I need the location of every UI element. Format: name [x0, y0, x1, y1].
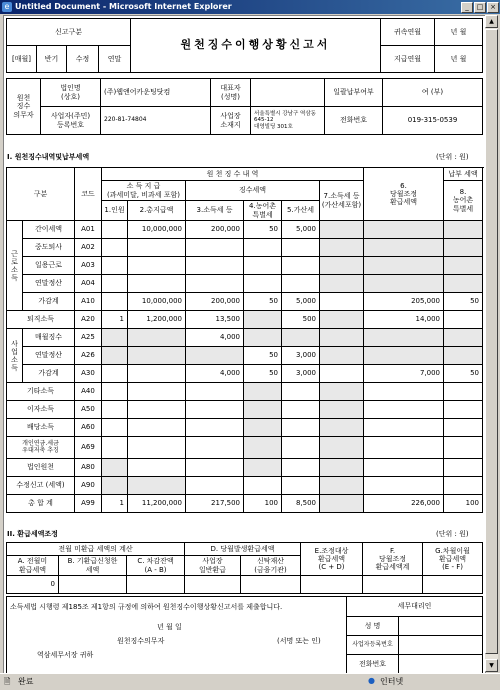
cell-add	[282, 257, 320, 275]
cell-pay-rural: 100	[444, 495, 483, 513]
statement-cell	[7, 597, 347, 674]
cell-rural: 50	[244, 293, 282, 311]
g-header: G.차월이월 환급세액 (E - F)	[423, 543, 483, 576]
group-business-label: 사업소득	[7, 329, 23, 383]
cell-count	[102, 419, 128, 437]
cell-tax: 4,000	[186, 329, 244, 347]
to-label: 역삼세무서장 귀하	[37, 651, 94, 659]
cell-pay-tax: 226,000	[364, 495, 444, 513]
row-name: 가감계	[23, 365, 75, 383]
cell-count	[102, 275, 128, 293]
cell-refund	[320, 311, 364, 329]
row-code: A10	[75, 293, 102, 311]
cell-pay-rural	[444, 459, 483, 477]
window-titlebar	[0, 0, 500, 14]
cell-rural	[244, 437, 282, 459]
cell-pay-rural	[444, 419, 483, 437]
cell-rural: 100	[244, 495, 282, 513]
cell-total: 10,000,000	[128, 293, 186, 311]
f-value	[363, 576, 423, 594]
cell-total	[128, 365, 186, 383]
cell-pay-tax	[364, 221, 444, 239]
address-value: 서울특별시 강남구 역삼동645-12 대영빌딩 301호	[251, 107, 325, 135]
phone-label: 전화번호	[325, 107, 383, 135]
cell-pay-rural	[444, 275, 483, 293]
table-row	[7, 383, 483, 401]
phone-value: 019-315-0539	[383, 107, 483, 135]
cell-rural	[244, 329, 282, 347]
cell-refund	[320, 401, 364, 419]
cell-refund	[320, 275, 364, 293]
cell-tax: 200,000	[186, 221, 244, 239]
col-income-tax-header: 3.소득세 등	[186, 201, 244, 221]
page-icon: 🗎	[4, 677, 11, 686]
row-name: 가감계	[23, 293, 75, 311]
cell-rural: 50	[244, 221, 282, 239]
cell-pay-rural	[444, 329, 483, 347]
cell-add	[282, 383, 320, 401]
col-code-header: 코드	[75, 168, 102, 221]
cell-pay-tax	[364, 383, 444, 401]
cell-pay-tax	[364, 419, 444, 437]
scroll-up-icon[interactable]: ▲	[485, 15, 498, 28]
d1-value	[185, 576, 241, 594]
cell-pay-rural	[444, 239, 483, 257]
row-code: A69	[75, 437, 102, 459]
cell-rural	[244, 477, 282, 495]
cell-count	[102, 221, 128, 239]
col-count-header: 1.인원	[102, 201, 128, 221]
cell-pay-rural	[444, 437, 483, 459]
cell-rural: 50	[244, 347, 282, 365]
close-button[interactable]: ×	[487, 2, 499, 13]
withholding-table	[6, 167, 483, 513]
minimize-button[interactable]: _	[461, 2, 473, 13]
maximize-button[interactable]: □	[474, 2, 486, 13]
agent-sign-label: 원천징수의무자	[117, 637, 165, 645]
scroll-down-icon[interactable]: ▼	[485, 659, 498, 672]
section2-title: II. 환급세액조정	[7, 530, 58, 538]
type-monthly[interactable]: [매월]	[7, 46, 37, 73]
cell-tax	[186, 459, 244, 477]
b-value	[59, 576, 127, 594]
cell-total	[128, 401, 186, 419]
cell-pay-tax	[364, 239, 444, 257]
cell-count	[102, 459, 128, 477]
cell-refund	[320, 459, 364, 477]
cell-refund	[320, 383, 364, 401]
cell-pay-tax	[364, 275, 444, 293]
attrib-year-label: 귀속연월	[381, 19, 435, 46]
cell-add: 8,500	[282, 495, 320, 513]
pay-year-value: 년 월	[435, 46, 483, 73]
row-code: A30	[75, 365, 102, 383]
cell-tax: 13,500	[186, 311, 244, 329]
reg-value[interactable]	[399, 636, 483, 655]
cell-pay-rural: 50	[444, 365, 483, 383]
cell-pay-tax	[364, 329, 444, 347]
col-class-header: 구분	[7, 168, 75, 221]
cell-add	[282, 459, 320, 477]
type-yearend[interactable]: 연말	[99, 46, 131, 73]
cell-count	[102, 329, 128, 347]
table-row	[7, 459, 483, 477]
row-name: 총 합 계	[7, 495, 75, 513]
row-name: 연말정산	[23, 347, 75, 365]
table-row	[7, 437, 483, 459]
row-code: A60	[75, 419, 102, 437]
cell-tax	[186, 401, 244, 419]
table-row	[7, 293, 483, 311]
cell-pay-tax	[364, 401, 444, 419]
table-row	[7, 239, 483, 257]
cell-add	[282, 401, 320, 419]
cell-pay-tax	[364, 257, 444, 275]
cell-count	[102, 293, 128, 311]
cell-pay-rural: 50	[444, 293, 483, 311]
table-row	[7, 401, 483, 419]
row-code: A02	[75, 239, 102, 257]
cell-pay-rural	[444, 347, 483, 365]
table-row	[7, 257, 483, 275]
row-code: A50	[75, 401, 102, 419]
row-name: 기타소득	[7, 383, 75, 401]
agent-info-table	[6, 78, 483, 135]
cell-total	[128, 419, 186, 437]
cell-add: 500	[282, 311, 320, 329]
f-header: F. 당월조정 환급세액계	[363, 543, 423, 576]
ie-logo-icon: e	[2, 2, 12, 12]
cell-refund	[320, 477, 364, 495]
cell-count	[102, 257, 128, 275]
d2-header: 신탁재산 (금융기관)	[241, 556, 301, 576]
cell-tax	[186, 239, 244, 257]
row-code: A26	[75, 347, 102, 365]
name-label: 성 명	[347, 617, 399, 636]
cell-refund	[320, 329, 364, 347]
type-half[interactable]: 반기	[37, 46, 67, 73]
cell-total	[128, 477, 186, 495]
cell-count	[102, 383, 128, 401]
cell-add	[282, 419, 320, 437]
statement-date: 년 월 일	[157, 623, 182, 631]
cell-total: 11,200,000	[128, 495, 186, 513]
cell-pay-tax	[364, 477, 444, 495]
e-header: E.조정대상 환급세액 (C + D)	[301, 543, 363, 576]
table-row	[7, 477, 483, 495]
col-rural-tax-header: 4.농어촌 특별세	[244, 201, 282, 221]
a-header: A. 전월미 환급세액	[7, 556, 59, 576]
cell-total	[128, 275, 186, 293]
cell-pay-rural	[444, 383, 483, 401]
biz-no-label: 사업자(주민) 등록번호	[41, 107, 101, 135]
cell-pay-rural	[444, 401, 483, 419]
cell-count	[102, 365, 128, 383]
attrib-year-value: 년 월	[435, 19, 483, 46]
cell-tax	[186, 347, 244, 365]
cell-tax: 217,500	[186, 495, 244, 513]
cell-total	[128, 329, 186, 347]
col-total-pay-header: 2.총지급액	[128, 201, 186, 221]
rep-value	[251, 79, 325, 107]
cell-refund	[320, 437, 364, 459]
row-name: 법인원천	[7, 459, 75, 477]
window-title: Untitled Document - Microsoft Internet Explorer	[15, 2, 232, 11]
a-value: 0	[7, 576, 59, 594]
address-label: 사업장 소재지	[211, 107, 251, 135]
cell-pay-tax	[364, 437, 444, 459]
cell-refund	[320, 239, 364, 257]
cell-total	[128, 239, 186, 257]
col-add-tax-header: 5.가산세	[282, 201, 320, 221]
vertical-scrollbar[interactable]	[485, 15, 498, 672]
row-name: 매월징수	[23, 329, 75, 347]
refund-table	[6, 542, 483, 594]
cell-pay-rural	[444, 257, 483, 275]
cell-total	[128, 437, 186, 459]
footer-table	[6, 596, 483, 674]
row-code: A03	[75, 257, 102, 275]
cell-rural	[244, 275, 282, 293]
withholding-rows	[7, 221, 483, 513]
row-name: 퇴직소득	[7, 311, 75, 329]
cell-pay-tax: 7,000	[364, 365, 444, 383]
col-collected-tax-header: 징수세액	[186, 181, 320, 201]
cell-tax: 200,000	[186, 293, 244, 311]
cell-tax	[186, 257, 244, 275]
table-row	[7, 221, 483, 239]
row-code: A25	[75, 329, 102, 347]
cell-add: 3,000	[282, 347, 320, 365]
cell-count	[102, 401, 128, 419]
row-code: A80	[75, 459, 102, 477]
row-code: A01	[75, 221, 102, 239]
report-header-table	[6, 18, 483, 73]
cell-rural	[244, 257, 282, 275]
col-income-pay-header: 소 득 지 급 (과세미달, 비과세 포함)	[102, 181, 186, 201]
bulk-pay-label: 일괄납부여부	[325, 79, 383, 107]
cell-total: 10,000,000	[128, 221, 186, 239]
cell-pay-tax	[364, 347, 444, 365]
row-code: A04	[75, 275, 102, 293]
cell-rural	[244, 383, 282, 401]
cell-add	[282, 437, 320, 459]
row-code: A20	[75, 311, 102, 329]
row-name: 수정신고 (세액)	[7, 477, 75, 495]
cell-rural	[244, 459, 282, 477]
c-value	[127, 576, 185, 594]
cell-total	[128, 459, 186, 477]
table-row	[7, 347, 483, 365]
table-row	[7, 311, 483, 329]
agent-label: 원천 징수 의무자	[7, 79, 41, 135]
row-code: A40	[75, 383, 102, 401]
c-header: C. 차감잔액 (A - B)	[127, 556, 185, 576]
cell-add	[282, 329, 320, 347]
cell-add	[282, 275, 320, 293]
cell-pay-rural	[444, 311, 483, 329]
cell-pay-tax: 205,000	[364, 293, 444, 311]
globe-icon: ●	[368, 676, 375, 685]
row-name: 배당소득	[7, 419, 75, 437]
cell-add: 5,000	[282, 221, 320, 239]
col-pay-rural-header: 8. 농어촌 특별세	[444, 181, 483, 221]
cell-count	[102, 477, 128, 495]
cell-count: 1	[102, 311, 128, 329]
cell-tax	[186, 419, 244, 437]
biz-no-value: 220-81-74804	[101, 107, 211, 135]
cell-refund	[320, 257, 364, 275]
report-title: 원천징수이행상황신고서	[131, 19, 381, 73]
status-done: 완료	[18, 677, 34, 686]
section1-title: I. 원천징수내역및납부세액	[7, 153, 90, 161]
section1-unit: (단위 : 원)	[436, 153, 469, 161]
cell-refund	[320, 495, 364, 513]
cell-tax	[186, 437, 244, 459]
tax-agent-label: 세무대리인	[347, 597, 483, 617]
section2-unit: (단위 : 원)	[436, 530, 469, 538]
rep-label: 대표자 (성명)	[211, 79, 251, 107]
cell-refund	[320, 293, 364, 311]
cell-pay-rural	[444, 221, 483, 239]
prev-refund-header: 전월 미환급 세액의 계산	[7, 543, 185, 556]
cell-rural	[244, 311, 282, 329]
d1-header: 사업장 일반환급	[185, 556, 241, 576]
bulk-pay-value: 여 (부)	[383, 79, 483, 107]
group-earned-label: 근로소득	[7, 221, 23, 311]
cell-pay-tax: 14,000	[364, 311, 444, 329]
cell-total: 1,200,000	[128, 311, 186, 329]
cell-rural: 50	[244, 365, 282, 383]
cell-count: 1	[102, 495, 128, 513]
cell-tax: 4,000	[186, 365, 244, 383]
cell-rural	[244, 239, 282, 257]
document-area	[3, 15, 486, 674]
col-pay-income-header: 7.소득세 등 (가산세포함)	[320, 181, 364, 221]
cell-refund	[320, 221, 364, 239]
cell-rural	[244, 401, 282, 419]
cell-refund	[320, 347, 364, 365]
d2-value	[241, 576, 301, 594]
curr-refund-header: D. 당월발생환급세액	[185, 543, 301, 556]
table-row	[7, 365, 483, 383]
cell-total	[128, 347, 186, 365]
corp-name-label: 법인명 (상호)	[41, 79, 101, 107]
cell-add	[282, 477, 320, 495]
row-name: 중도퇴사	[23, 239, 75, 257]
table-row	[7, 419, 483, 437]
cell-count	[102, 347, 128, 365]
scroll-thumb[interactable]	[485, 29, 498, 654]
cell-total	[128, 383, 186, 401]
corp-name-value: (주)웹앤어카운팅닷컴	[101, 79, 211, 107]
row-code: A90	[75, 477, 102, 495]
cell-count	[102, 437, 128, 459]
row-name: 이자소득	[7, 401, 75, 419]
name-value[interactable]	[399, 617, 483, 636]
cell-refund	[320, 419, 364, 437]
row-name: 연말정산	[23, 275, 75, 293]
cell-add: 3,000	[282, 365, 320, 383]
table-row	[7, 329, 483, 347]
table-row	[7, 495, 483, 513]
phone-label-footer: 전화번호	[347, 655, 399, 674]
reg-label: 사업자등록번호	[347, 636, 399, 655]
b-header: B. 기환급신청한 세액	[59, 556, 127, 576]
report-type-label: 신고구분	[7, 19, 131, 46]
cell-pay-rural	[444, 477, 483, 495]
status-bar	[0, 673, 500, 689]
type-revised[interactable]: 수정	[67, 46, 99, 73]
col-refund-header: 6. 당월조정 환급세액	[364, 168, 444, 221]
g-value	[423, 576, 483, 594]
cell-tax	[186, 275, 244, 293]
cell-add: 5,000	[282, 293, 320, 311]
row-name: 개인연금.세금 우대저축 추징	[7, 437, 75, 459]
col-payment-header: 납부 세액	[444, 168, 483, 181]
cell-add	[282, 239, 320, 257]
cell-refund	[320, 365, 364, 383]
cell-count	[102, 239, 128, 257]
col-withholding-header: 원 천 징 수 내 역	[102, 168, 364, 181]
status-zone: 인터넷	[380, 677, 404, 686]
sign-label: (서명 또는 인)	[277, 637, 321, 645]
cell-total	[128, 257, 186, 275]
cell-pay-tax	[364, 459, 444, 477]
cell-tax	[186, 383, 244, 401]
cell-rural	[244, 419, 282, 437]
e-value	[301, 576, 363, 594]
statement-text: 소득세법 시행령 제185조 제1항의 규정에 의하여 원천징수이행상황신고서를 제출합니다.	[10, 603, 283, 611]
row-code: A99	[75, 495, 102, 513]
phone-value-footer[interactable]	[399, 655, 483, 674]
row-name: 일용근로	[23, 257, 75, 275]
cell-tax	[186, 477, 244, 495]
pay-year-label: 지급연월	[381, 46, 435, 73]
row-name: 간이세액	[23, 221, 75, 239]
table-row	[7, 275, 483, 293]
